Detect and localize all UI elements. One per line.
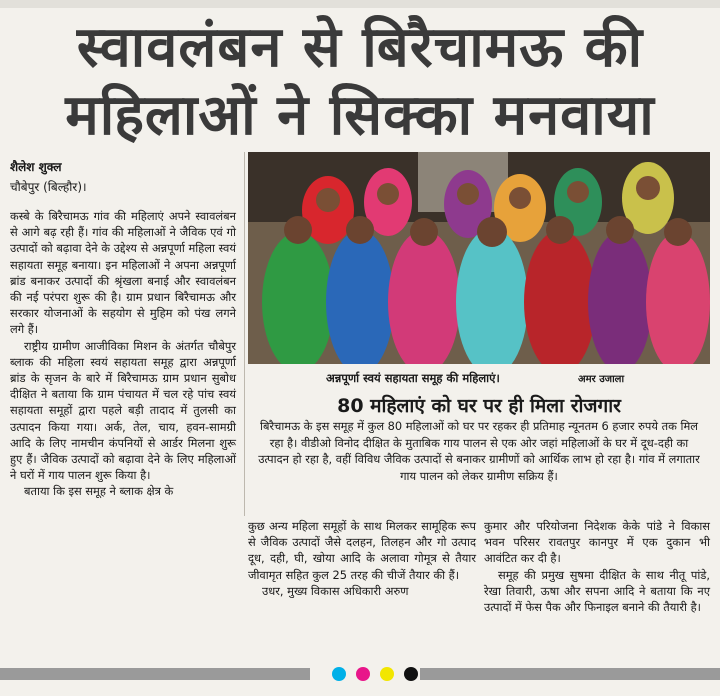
col1-paragraph-2: राष्ट्रीय ग्रामीण आजीविका मिशन के अंतर्गत चौबेपुर ब्लाक की महिला स्वयं सहायता समूह द्वारा अन्नपूर्णा ब्रांड के सृजन के बारे में बिरैचामऊ ग्राम प्रधान सुबोध दीक्षित ने बताया कि ग्राम पंचायत में चल रहे पांच स्वयं सहायता समूहों द्वारा पहले बड़ी तादाद में तुलसी का उत्पादन किया गया। अर्क, तेल, चाय, हवन-सामग्री आदि के लिए नामचीन कंपनियों से आर्डर मिलना शुरू हुए हैं। जैविक उत्पादों को बढ़ावा देने के लिए महिलाओं ने घरों में गाय पालन शुरू किया है। [10, 338, 236, 483]
subheadline-body: बिरैचामऊ के इस समूह में कुल 80 महिलाओं को घर पर रहकर ही प्रतिमाह न्यूनतम 6 हजार रुपये तक मिल रहा है। वीडीओ विनोद दीक्षित के मुताबिक गाय पालन से एक ओर जहां महिलाओं के घर में दूध-दही का उत्पादन हो रहा है, वहीं विविध जैविक उत्पादों से बनाकर ग्रामीणों को आर्थिक लाभ हो रहा है। गांव में लगातार गाय पालन को लेकर ग्रामीण सक्रिय हैं। [258, 419, 700, 483]
photo-women-group [248, 152, 710, 364]
photo-caption [248, 368, 710, 388]
headline-line1: स्वावलंबन से बिरैचामऊ की [76, 15, 644, 80]
byline: शैलेश शुक्ल [10, 160, 62, 174]
top-strip [0, 0, 720, 8]
column-3 [484, 518, 710, 615]
col3-paragraph-1: कुमार और परियोजना निदेशक केके पांडे ने विकास भवन परिसर रावतपुर कानपुर में एक दुकान भी आवंटित कर दी है। [484, 519, 710, 566]
col3-paragraph-2: समूह की प्रमुख सुषमा दीक्षित के साथ नीतू पांडे, रेखा तिवारी, ऊषा और सपना आदि ने बताया कि नए उत्पादों में फेस पैक और फिनाइल बनाने की तैयारी है। [484, 567, 710, 615]
group-photo [248, 152, 710, 364]
column-divider [244, 152, 245, 516]
column-2 [248, 518, 476, 599]
dateline: चौबेपुर (बिल्हौर)। [10, 180, 87, 194]
headline [0, 14, 720, 150]
subheadline: 80 महिलाएं को घर पर ही मिला रोजगार [337, 395, 621, 417]
registration-mark-yellow [380, 667, 394, 681]
col2-paragraph-2: उधर, मुख्य विकास अधिकारी अरुण [262, 583, 409, 598]
column-1 [10, 208, 236, 500]
col1-paragraph-3: बताया कि इस समूह ने ब्लाक क्षेत्र के [24, 484, 174, 499]
col2-paragraph-1: कुछ अन्य महिला समूहों के साथ मिलकर सामूहिक रूप से जैविक उत्पादों जैसे दलहन, तिलहन और गो उत्पाद दूध, दही, घी, खोया आदि के अलावा गोमूत्र से तैयार जीवामृत सहित कुल 25 तरह की चीजें तैयार की हैं। [248, 519, 476, 582]
headline-line2: महिलाओं ने सिक्का मनवाया [65, 83, 655, 148]
registration-mark-magenta [356, 667, 370, 681]
caption-text: अन्नपूर्णा स्वयं सहायता समूह की महिलाएं। [326, 371, 500, 385]
photo-credit: अमर उजाला [578, 374, 625, 385]
col1-paragraph-1: कस्बे के बिरैचामऊ गांव की महिलाएं अपने स्वावलंबन से आगे बढ़ रही हैं। गांव की महिलाओं ने जैविक एवं गो उत्पादों को बढ़ावा देने के उद्देश्य से अन्नपूर्णा महिला स्वयं सहायता समूह बनाया। इन महिलाओं ने अपना अन्नपूर्णा ब्रांड बनाकर उत्पादों की श्रृंखला बनाई और स्वावलंबन की नई परंपरा शुरू की है। ग्राम प्रधान बिरैचामऊ और सरकार योजनाओं के सहयोग से मुहिम को पंख लगने लगे हैं। [10, 209, 236, 337]
registration-mark-black [404, 667, 418, 681]
footer-bar-right [420, 668, 720, 680]
registration-mark-cyan [332, 667, 346, 681]
footer-bar-left [0, 668, 310, 680]
